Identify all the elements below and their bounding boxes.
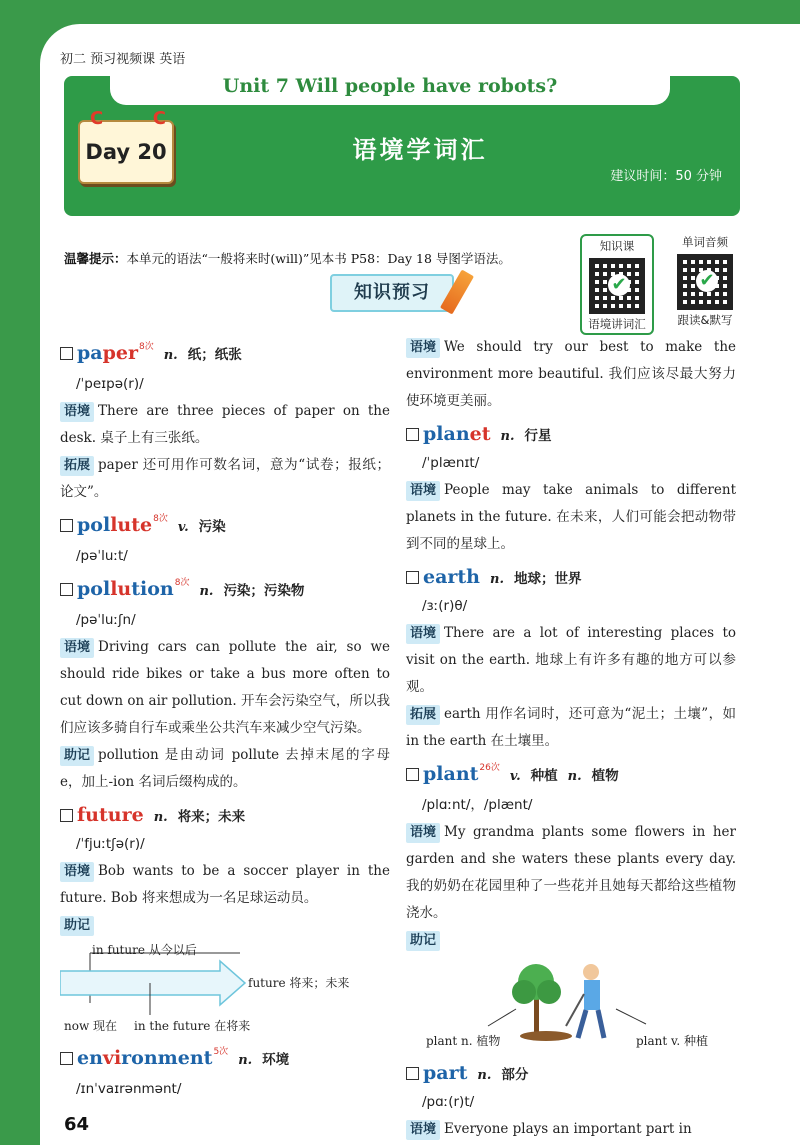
preview-heading: 知识预习 (330, 274, 454, 312)
entry-pollute (60, 512, 390, 543)
entry-text: pol (77, 578, 111, 600)
headword (77, 514, 152, 536)
phonetic: /ˈfjuːtʃə(r)/ (76, 836, 145, 852)
headword: part (423, 1062, 468, 1084)
example (406, 819, 736, 927)
phonetic: /pəˈluːʃn/ (76, 612, 136, 628)
calendar-rings-icon: C C (90, 108, 166, 129)
in-the-future-label: in the future 在将来 (134, 1019, 251, 1033)
tag-label: 语境 (406, 481, 440, 501)
qr-audio[interactable] (668, 234, 742, 328)
example (60, 634, 390, 742)
qr-bottom-label: 语境讲词汇 (588, 317, 646, 331)
entry-text: 植物 (591, 768, 619, 784)
paragraph-text: There are three pieces of paper on the desk. 桌子上有三张纸。 (60, 403, 390, 446)
entry-text: lu (110, 578, 132, 600)
tip (64, 249, 511, 267)
entry-text: n. (567, 769, 582, 784)
entry-text: v. (509, 769, 521, 784)
checkbox[interactable] (60, 809, 73, 822)
entry-text: 8次 (174, 578, 190, 588)
left-column (60, 334, 390, 1103)
qr-code-icon[interactable] (589, 258, 645, 314)
qr-top-label: 知识课 (599, 239, 635, 253)
paragraph-text: We should try our best to make the environment more beautiful. 我们应该尽最大努力使环境更美丽。 (406, 339, 736, 409)
paragraph-text: Bob wants to be a soccer player in the future. Bob 将来想成为一名足球运动员。 (60, 863, 390, 906)
unit-title: Unit 7 Will people have robots? (110, 69, 670, 105)
entry-pollution (60, 576, 390, 607)
headword: plant (423, 763, 479, 785)
entry-text: n. (490, 572, 504, 587)
tag-label: 语境 (60, 862, 94, 882)
paragraph-text: earth 用作名词时，还可意为“泥土；土壤”，如 in the earth 在土壤里。 (406, 706, 736, 749)
note (406, 927, 736, 954)
entry-text: lute (110, 514, 153, 536)
phonetic: /plɑːnt/，/plænt/ (422, 797, 533, 813)
entry-text: v. (177, 520, 189, 535)
entry-text: n. (153, 810, 168, 825)
plant-verb-label: plant v. 种植 (636, 1034, 709, 1048)
headword (423, 423, 491, 445)
tag-label: 助记 (60, 916, 94, 936)
example (406, 477, 736, 558)
example (406, 1116, 736, 1143)
future-label: future 将来；未来 (248, 976, 350, 990)
tag-label: 语境 (406, 624, 440, 644)
note (60, 452, 390, 506)
headword (77, 804, 144, 826)
entry-text: 环境 (262, 1052, 290, 1068)
entry-text: pa (77, 342, 103, 364)
page-number: 64 (64, 1114, 90, 1135)
day-label: Day 20 (85, 140, 167, 164)
pos: n. (163, 348, 178, 363)
tag-label: 语境 (60, 402, 94, 422)
suggested-time: 建议时间：50 分钟 (610, 169, 722, 184)
tag-label: 助记 (406, 931, 440, 951)
entry-text: 种植 (530, 768, 558, 784)
timeline-diagram (60, 943, 390, 1039)
example (406, 334, 736, 415)
entry-text: ronment (121, 1047, 213, 1069)
qr-code-icon[interactable] (677, 254, 733, 310)
entry-text: tion (131, 578, 174, 600)
phonetic: /ɜː(r)θ/ (422, 598, 468, 614)
paragraph-text: There are a lot of interesting places to visit on the earth. 地球上有许多有趣的地方可以参观。 (406, 625, 736, 695)
tag-label: 助记 (60, 746, 94, 766)
entry-text: 地球；世界 (513, 571, 582, 587)
qr-knowledge[interactable] (580, 234, 654, 335)
entry-text: 5次 (213, 1047, 229, 1057)
entry-text: n. (199, 584, 214, 599)
tip-text: 本单元的语法“一般将来时(will)”见本书 P58：Day 18 导图学语法。 (126, 251, 511, 266)
entry-text: 26次 (479, 763, 500, 773)
entry-text: n. (477, 1068, 492, 1083)
page (40, 24, 800, 1145)
note (60, 912, 390, 939)
plant-noun-label: plant n. 植物 (426, 1034, 501, 1048)
paragraph-text: paper 还可用作可数名词，意为“试卷；报纸；论文”。 (60, 457, 390, 500)
entry-plant (406, 761, 736, 792)
checkbox[interactable] (406, 571, 419, 584)
entry-text: et (469, 423, 491, 445)
phonetic: /pɑː(r)t/ (422, 1094, 475, 1110)
entry-text: plan (423, 423, 470, 445)
checkbox[interactable] (60, 519, 73, 532)
entry-text: 8次 (153, 514, 168, 524)
now-label: now 现在 (64, 1019, 118, 1033)
entry-text: n. (238, 1053, 253, 1068)
paragraph-text: People may take animals to different planets in the future. 在未来，人们可能会把动物带到不同的星球上。 (406, 482, 736, 552)
paragraph-text: My grandma plants some flowers in her garden and she waters these plants every day. 我的奶奶在花园里种了一些花并且她每天都给这些植物浇水。 (406, 824, 736, 921)
entry-earth (406, 564, 736, 593)
entry-text: fu (77, 804, 99, 826)
checkbox[interactable] (60, 347, 73, 360)
example (60, 858, 390, 912)
entry-text: 行星 (524, 428, 552, 444)
phonetic: /pəˈluːt/ (76, 548, 128, 564)
phonetic: /ˈpeɪpə(r)/ (76, 376, 144, 392)
plant-illustration (406, 954, 736, 1054)
checkbox[interactable] (406, 428, 419, 441)
example (60, 398, 390, 452)
frequency: 8次 (139, 342, 154, 352)
qr-bottom-label: 跟读&默写 (677, 313, 733, 327)
tag-label: 语境 (60, 638, 94, 658)
course-label: 初二 预习视频课 英语 (60, 52, 186, 67)
note (60, 742, 390, 796)
example (406, 620, 736, 701)
entry-text: per (102, 342, 138, 364)
checkbox[interactable] (60, 1052, 73, 1065)
tip-label: 温馨提示： (64, 251, 127, 266)
entry-text: n. (500, 429, 515, 444)
checkbox[interactable] (406, 1067, 419, 1080)
definition: 纸；纸张 (187, 347, 242, 363)
entry-planet (406, 421, 736, 450)
entry-paper (60, 340, 390, 371)
section-title: 语境学词汇 (352, 136, 488, 164)
entry-text: vi (102, 1047, 122, 1069)
entry-text: 部分 (501, 1067, 529, 1083)
entry-text: ture (99, 804, 144, 826)
entry-text: 污染 (198, 519, 226, 535)
entry-part (406, 1060, 736, 1089)
entry-text: pol (77, 514, 111, 536)
phonetic: /ˈplænɪt/ (422, 455, 480, 471)
headword: earth (423, 566, 480, 588)
headword (77, 578, 174, 600)
entry-future (60, 802, 390, 831)
entry-environment (60, 1045, 390, 1076)
checkbox[interactable] (60, 583, 73, 596)
paragraph-text: pollution 是由动词 pollute 去掉末尾的字母 e，加上-ion 名词后缀构成的。 (60, 747, 390, 790)
entry-text: en (77, 1047, 103, 1069)
paragraph-text: Driving cars can pollute the air, so we should ride bikes or take a bus more often to cut down on air pollution. 开车会污染空气，所以我们应该多骑自行车或乘坐公共汽车来减少空气污染。 (60, 639, 390, 736)
note (406, 701, 736, 755)
entry-text: 污染；污染物 (223, 583, 305, 599)
tag-label: 语境 (406, 338, 440, 358)
paragraph-text: Everyone plays an important part in (444, 1121, 692, 1137)
tag-label: 语境 (406, 1120, 440, 1140)
headword (77, 342, 138, 364)
headword (77, 1047, 212, 1069)
tag-label: 语境 (406, 823, 440, 843)
qr-top-label: 单词音频 (682, 235, 728, 249)
right-column (406, 334, 736, 1143)
tag-label: 拓展 (60, 456, 94, 476)
phonetic: /ɪnˈvaɪrənmənt/ (76, 1081, 182, 1097)
tag-label: 拓展 (406, 705, 440, 725)
entry-text: 将来；未来 (177, 809, 246, 825)
checkbox[interactable] (406, 768, 419, 781)
in-future-label: in future 从今以后 (92, 943, 197, 957)
